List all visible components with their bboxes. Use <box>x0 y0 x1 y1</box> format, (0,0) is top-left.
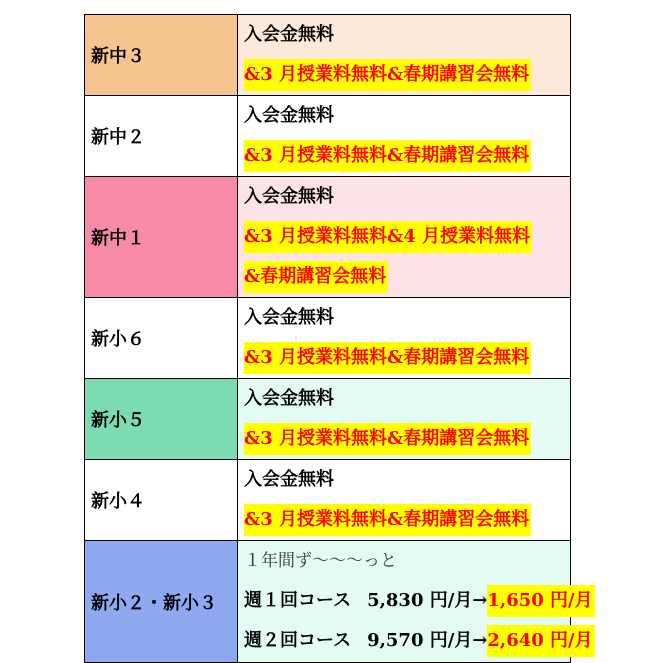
grade-cell <box>85 460 238 541</box>
table-row <box>85 15 571 96</box>
course-label: 週２回コース <box>244 630 352 651</box>
grade-cell <box>85 298 238 379</box>
offer-cell <box>238 379 571 460</box>
course-sale-price: 2,640 円/月 <box>487 625 594 657</box>
grade-label: 新中２ <box>91 127 145 148</box>
table-row <box>85 379 571 460</box>
offer-line: 入会金無料 <box>244 24 334 45</box>
offer-highlight: &3 月授業料無料&4 月授業料無料 <box>244 221 532 253</box>
grade-label: 新中１ <box>91 228 145 249</box>
offer-highlight: &春期講習会無料 <box>244 261 388 293</box>
offer-line: 入会金無料 <box>244 186 334 207</box>
grade-label: 新小２・新小３ <box>91 592 217 614</box>
offer-highlight: &3 月授業料無料&春期講習会無料 <box>244 342 531 374</box>
table-row <box>85 96 571 177</box>
offer-line: 入会金無料 <box>244 307 334 328</box>
offer-cell <box>238 15 571 96</box>
course-price: 5,830 円/月→ <box>367 590 488 611</box>
grade-label: 新小５ <box>91 410 145 431</box>
grade-label: 新中３ <box>91 46 145 67</box>
table-row <box>85 177 571 298</box>
course-sale-price: 1,650 円/月 <box>487 585 594 617</box>
grade-cell <box>85 96 238 177</box>
grade-cell <box>85 177 238 298</box>
course-line <box>244 621 593 661</box>
offer-highlight: &3 月授業料無料&春期講習会無料 <box>244 140 531 172</box>
offer-cell <box>238 96 571 177</box>
offer-line: 入会金無料 <box>244 388 334 409</box>
grade-label: 新小６ <box>91 329 145 350</box>
grade-cell <box>85 379 238 460</box>
offer-line: 入会金無料 <box>244 469 334 490</box>
course-line <box>244 581 593 621</box>
campaign-table <box>84 14 593 663</box>
offer-cell <box>238 298 571 379</box>
offer-cell <box>238 177 571 298</box>
offer-cell <box>238 541 593 663</box>
course-label: 週１回コース <box>244 590 352 611</box>
table-row <box>85 460 571 541</box>
offer-highlight: &3 月授業料無料&春期講習会無料 <box>244 504 531 536</box>
offer-highlight: &3 月授業料無料&春期講習会無料 <box>244 423 531 455</box>
offer-line: 入会金無料 <box>244 105 334 126</box>
offer-cell <box>238 460 571 541</box>
table-row <box>85 541 571 663</box>
offer-line: １年間ず～～～っと <box>244 551 397 571</box>
grade-label: 新小４ <box>91 491 145 512</box>
grade-cell <box>85 15 238 96</box>
course-price: 9,570 円/月→ <box>367 630 488 651</box>
offer-highlight: &3 月授業料無料&春期講習会無料 <box>244 59 531 91</box>
table-row <box>85 298 571 379</box>
grade-cell <box>85 541 238 663</box>
